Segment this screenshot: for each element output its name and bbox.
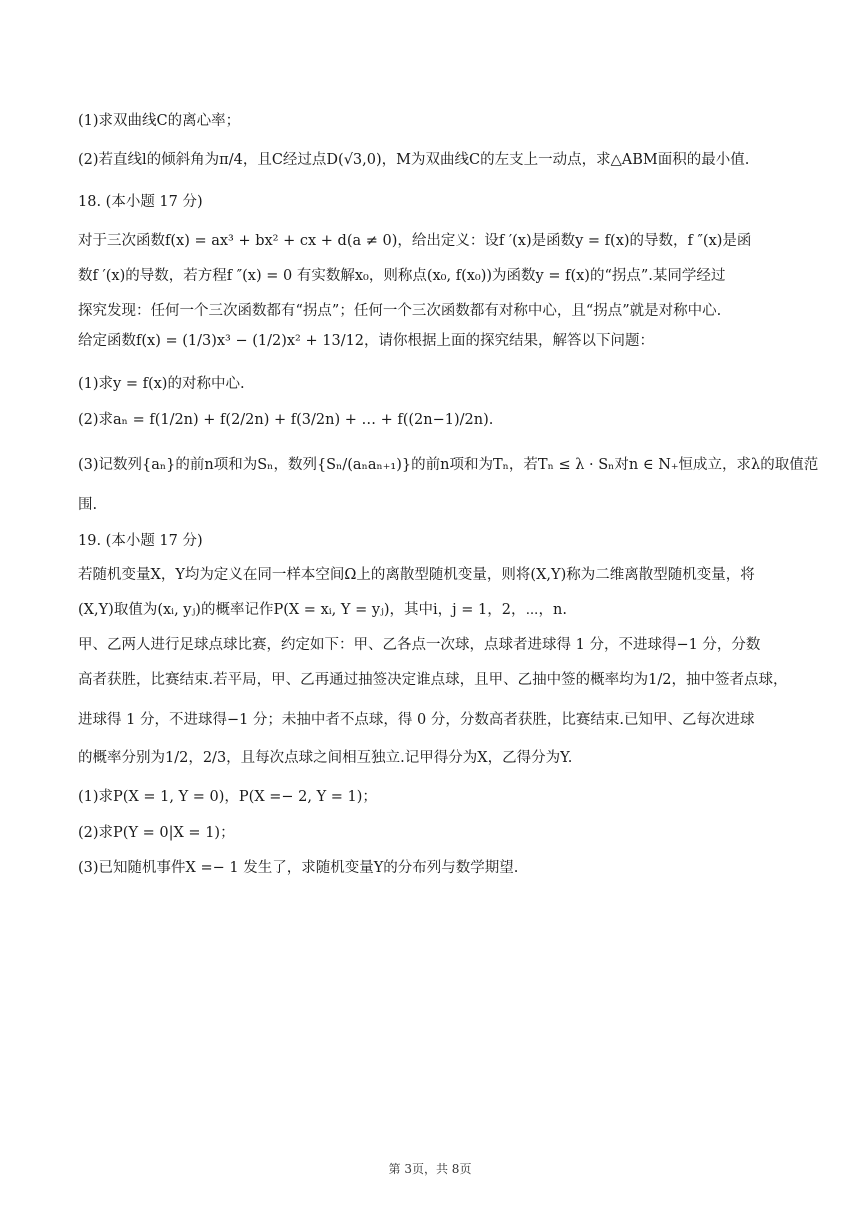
text-line: 数f ′(x)的导数，若方程f ″(x) = 0 有实数解x₀，则称点(x₀, f(x₀))为函数y = f(x)的“拐点”.某同学经过 (78, 268, 726, 284)
text-line: (1)求双曲线C的离心率； (78, 113, 241, 129)
text-line: (2)若直线l的倾斜角为π/4，且C经过点D(√3,0)，M为双曲线C的左支上一动点，求△ABM面积的最小值. (78, 152, 750, 168)
text-line: 探究发现：任何一个三次函数都有“拐点”；任何一个三次函数都有对称中心，且“拐点”就是对称中心. (78, 303, 722, 319)
text-line: (X,Y)取值为(xᵢ, yⱼ)的概率记作P(X = xᵢ, Y = yⱼ)，其中i，j = 1，2，⋯，n. (78, 602, 567, 618)
text-line: (1)求y = f(x)的对称中心. (78, 376, 245, 392)
text-line: (1)求P(X = 1, Y = 0)，P(X =− 2, Y = 1)； (78, 789, 377, 805)
text-line: 对于三次函数f(x) = ax³ + bx² + cx + d(a ≠ 0)，给出定义：设f ′(x)是函数y = f(x)的导数，f ″(x)是函 (78, 233, 752, 249)
section-heading: 18. (本小题 17 分) (78, 194, 203, 210)
text-line: 进球得 1 分，不进球得−1 分；未抽中者不点球，得 0 分，分数高者获胜，比赛结束.已知甲、乙每次进球 (78, 712, 755, 728)
text-line: (3)已知随机事件X =− 1 发生了，求随机变量Y的分布列与数学期望. (78, 860, 519, 876)
text-line: 若随机变量X，Y均为定义在同一样本空间Ω上的离散型随机变量，则将(X,Y)称为二维离散型随机变量，将 (78, 567, 755, 583)
text-line: (3)记数列{aₙ}的前n项和为Sₙ，数列{Sₙ/(aₙaₙ₊₁)}的前n项和为Tₙ，若Tₙ ≤ λ · Sₙ对n ∈ N₊恒成立，求λ的取值范 (78, 457, 819, 473)
text-line: 的概率分别为1/2，2/3，且每次点球之间相互独立.记甲得分为X，乙得分为Y. (78, 750, 573, 766)
text-line: 甲、乙两人进行足球点球比赛，约定如下：甲、乙各点一次球，点球者进球得 1 分，不进球得−1 分，分数 (78, 637, 761, 653)
page-footer: 第 3页，共 8页 (388, 1162, 472, 1176)
section-heading: 19. (本小题 17 分) (78, 533, 203, 549)
text-line: 高者获胜，比赛结束.若平局，甲、乙再通过抽签决定谁点球，且甲、乙抽中签的概率均为1/2，抽中签者点球， (78, 672, 788, 688)
text-line: (2)求aₙ = f(1/2n) + f(2/2n) + f(3/2n) + … + f((2n−1)/2n). (78, 412, 494, 428)
text-line: 围. (78, 497, 98, 513)
text-line: 给定函数f(x) = (1/3)x³ − (1/2)x² + 13/12，请你根据上面的探究结果，解答以下问题： (78, 333, 655, 349)
text-line: (2)求P(Y = 0|X = 1)； (78, 825, 235, 841)
